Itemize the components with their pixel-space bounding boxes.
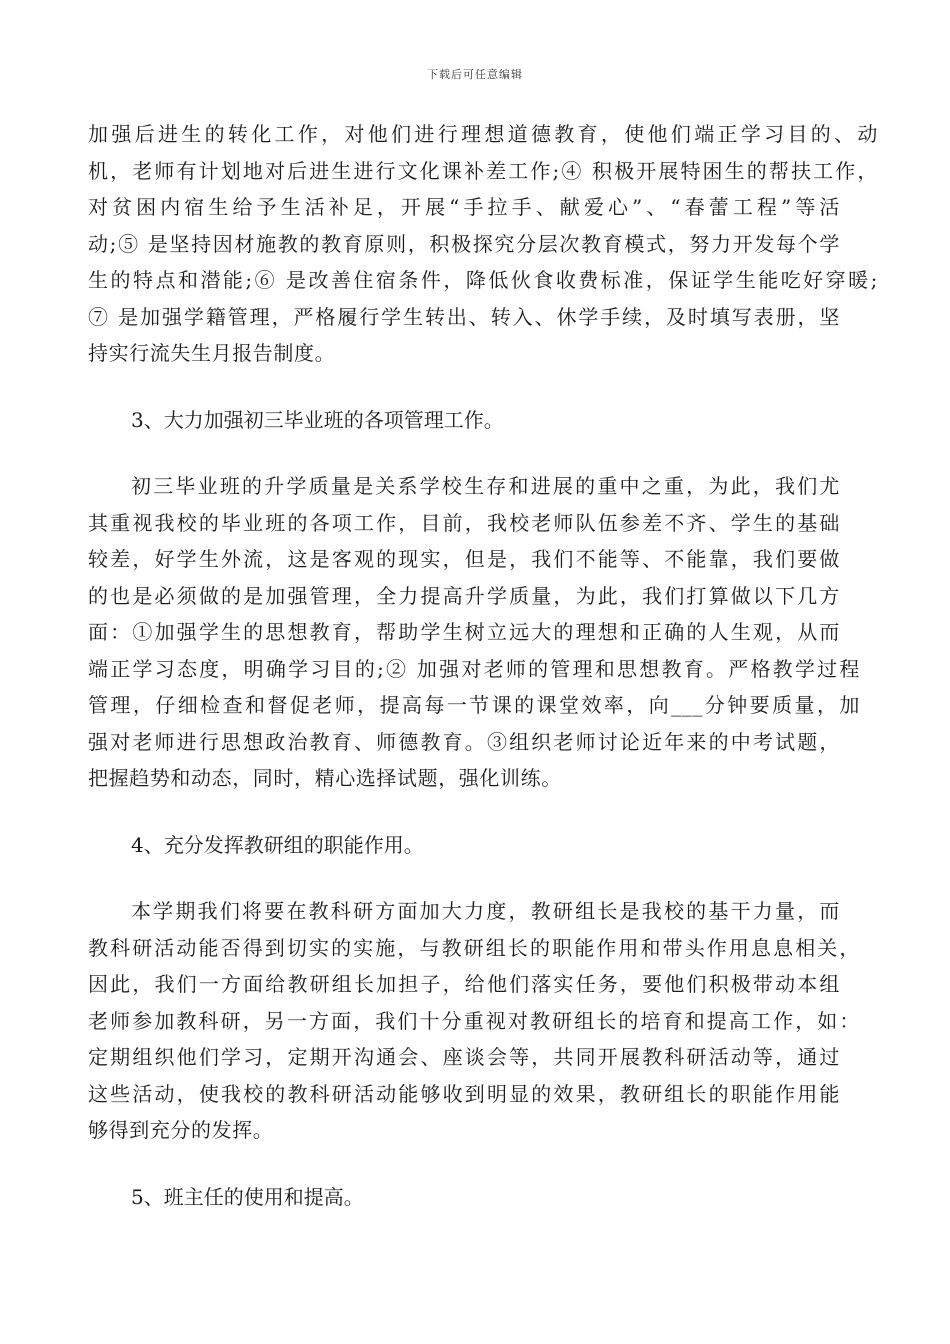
paragraph-line: 的也是必须做的是加强管理，全力提高升学质量，为此，我们打算做以下几方 <box>88 583 840 608</box>
paragraph-line: 加强后进生的转化工作，对他们进行理想道德教育，使他们端正学习目的、动 <box>88 122 878 146</box>
section-heading-5: 5、班主任的使用和提高。 <box>131 1184 364 1209</box>
paragraph-line: 端正学习态度，明确学习目的;② 加强对老师的管理和思想教育。严格教学过程 <box>88 656 860 681</box>
page-header: 下载后可任意编辑 <box>427 68 523 81</box>
paragraph-line: 定期组织他们学习，定期开沟通会、座谈会等，共同开展教科研活动等，通过 <box>88 1045 840 1069</box>
paragraph-line: 其重视我校的毕业班的各项工作，目前，我校老师队伍参差不齐、学生的基础 <box>88 510 840 535</box>
paragraph-line: 因此，我们一方面给教研组长加担子，给他们落实任务，要他们积极带动本组 <box>88 972 840 996</box>
paragraph-line: 管理，仔细检查和督促老师，提高每一节课的课堂效率，向___分钟要质量，加 <box>88 693 860 717</box>
paragraph-line: 把握趋势和动态，同时，精心选择试题，强化训练。 <box>88 766 562 790</box>
paragraph-line: 持实行流失生月报告制度。 <box>88 341 336 365</box>
paragraph-line: 这些活动，使我校的教科研活动能够收到明显的效果，教研组长的职能作用能 <box>88 1081 840 1106</box>
paragraph-line: 面：①加强学生的思想教育，帮助学生树立远大的理想和正确的人生观，从而 <box>88 620 840 644</box>
paragraph-line: 生的特点和潜能;⑥ 是改善住宿条件，降低伙食收费标准，保证学生能吃好穿暖; <box>88 268 878 292</box>
document-body <box>88 116 878 1215</box>
paragraph-graduating-class <box>88 468 878 797</box>
paragraph-teaching-research <box>88 893 878 1149</box>
paragraph-line: 本学期我们将要在教科研方面加大力度，教研组长是我校的基干力量，而 <box>131 899 840 923</box>
paragraph-line: 较差，好学生外流，这是客观的现实，但是，我们不能等、不能靠，我们要做 <box>88 547 840 571</box>
paragraph-line: 够得到充分的发挥。 <box>88 1118 274 1142</box>
paragraph-line: 初三毕业班的升学质量是关系学校生存和进展的重中之重，为此，我们尤 <box>131 474 840 498</box>
section-heading-3: 3、大力加强初三毕业班的各项管理工作。 <box>131 407 504 432</box>
paragraph-line: 强对老师进行思想政治教育、师德教育。③组织老师讨论近年来的中考试题， <box>88 729 840 754</box>
paragraph-line: 老师参加教科研，另一方面，我们十分重视对教研组长的培育和提高工作，如： <box>88 1008 860 1033</box>
paragraph-line: 动;⑤ 是坚持因材施教的教育原则，积极探究分层次教育模式，努力开发每个学 <box>88 231 840 256</box>
paragraph-line: ⑦ 是加强学籍管理，严格履行学生转出、转入、休学手续，及时填写表册，坚 <box>88 304 840 329</box>
paragraph-line: 教科研活动能否得到切实的实施，与教研组长的职能作用和带头作用息息相关， <box>88 935 860 960</box>
section-heading-4: 4、充分发挥教研组的职能作用。 <box>131 832 424 857</box>
paragraph-continuation <box>88 116 878 372</box>
paragraph-line: 机，老师有计划地对后进生进行文化课补差工作;④ 积极开展特困生的帮扶工作， <box>88 158 878 183</box>
paragraph-line: 对贫困内宿生给予生活补足，开展“手拉手、献爱心”、“春蕾工程”等活 <box>88 195 840 219</box>
